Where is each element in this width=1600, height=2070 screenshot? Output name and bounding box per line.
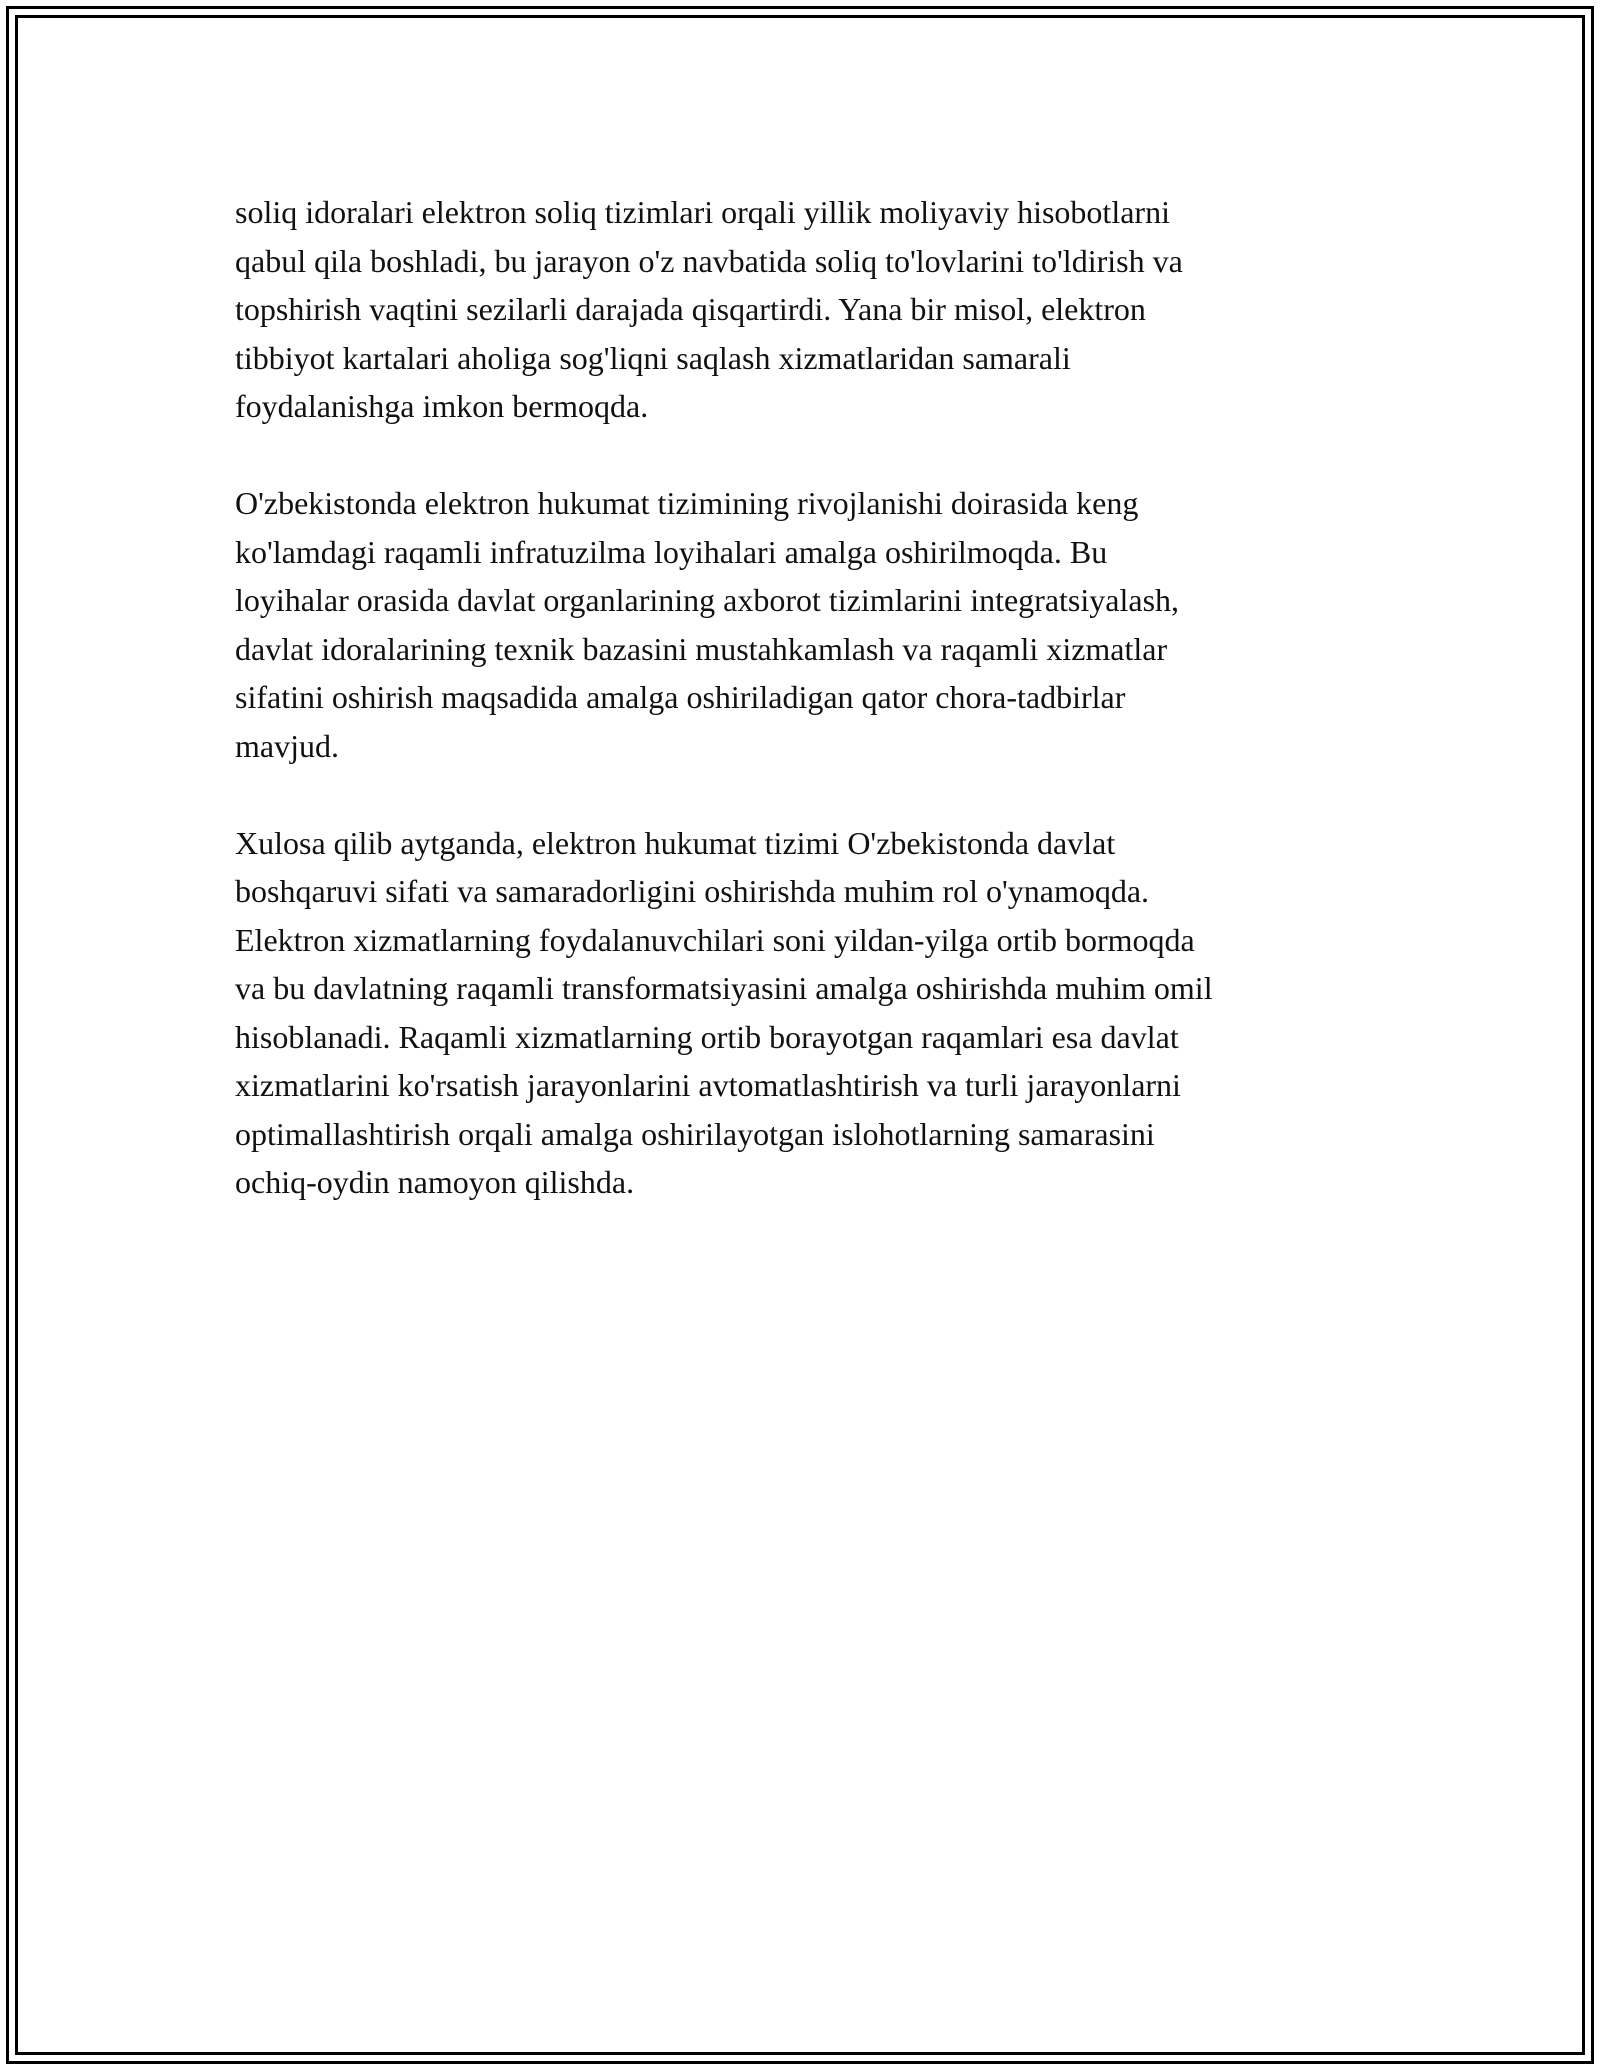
text-line: xizmatlarini ko'rsatish jarayonlarini avtomatlashtirish va turli jarayonlarni <box>235 1067 1181 1103</box>
paragraph-tax-and-medical <box>235 188 1365 431</box>
text-line: loyihalar orasida davlat organlarining axborot tizimlarini integratsiyalash, <box>235 582 1180 618</box>
text-line: foydalanishga imkon bermoqda. <box>235 388 649 424</box>
text-line: qabul qila boshladi, bu jarayon o'z navbatida soliq to'lovlarini to'ldirish va <box>235 242 1183 279</box>
text-line: optimallashtirish orqali amalga oshirilayotgan islohotlarning samarasini <box>235 1115 1155 1152</box>
text-line: hisoblanadi. Raqamli xizmatlarning ortib borayotgan raqamlari esa davlat <box>235 1018 1179 1055</box>
text-line: sifatini oshirish maqsadida amalga oshiriladigan qator chora-tadbirlar <box>235 679 1126 715</box>
text-line: mavjud. <box>235 727 339 764</box>
paragraph-conclusion <box>235 819 1365 1207</box>
text-line: davlat idoralarining texnik bazasini mustahkamlash va raqamli xizmatlar <box>235 630 1168 667</box>
document-body <box>235 188 1365 1255</box>
text-line: O'zbekistonda elektron hukumat tizimining rivojlanishi doirasida keng <box>235 485 1139 521</box>
text-line: topshirish vaqtini sezilarli darajada qisqartirdi. Yana bir misol, elektron <box>235 291 1146 327</box>
text-line: ko'lamdagi raqamli infratuzilma loyihalari amalga oshirilmoqda. Bu <box>235 533 1108 570</box>
text-line: ochiq-oydin namoyon qilishda. <box>235 1164 635 1200</box>
text-line: tibbiyot kartalari aholiga sog'liqni saqlash xizmatlaridan samarali <box>235 339 1071 376</box>
text-line: boshqaruvi sifati va samaradorligini oshirishda muhim rol o'ynamoqda. <box>235 873 1150 909</box>
text-line: soliq idoralari elektron soliq tizimlari orqali yillik moliyaviy hisobotlarni <box>235 194 1170 230</box>
text-line: va bu davlatning raqamli transformatsiyasini amalga oshirishda muhim omil <box>235 970 1213 1006</box>
text-line: Elektron xizmatlarning foydalanuvchilari soni yildan-yilga ortib bormoqda <box>235 921 1195 958</box>
text-line: Xulosa qilib aytganda, elektron hukumat tizimi O'zbekistonda davlat <box>235 824 1116 861</box>
paragraph-infrastructure <box>235 479 1365 770</box>
